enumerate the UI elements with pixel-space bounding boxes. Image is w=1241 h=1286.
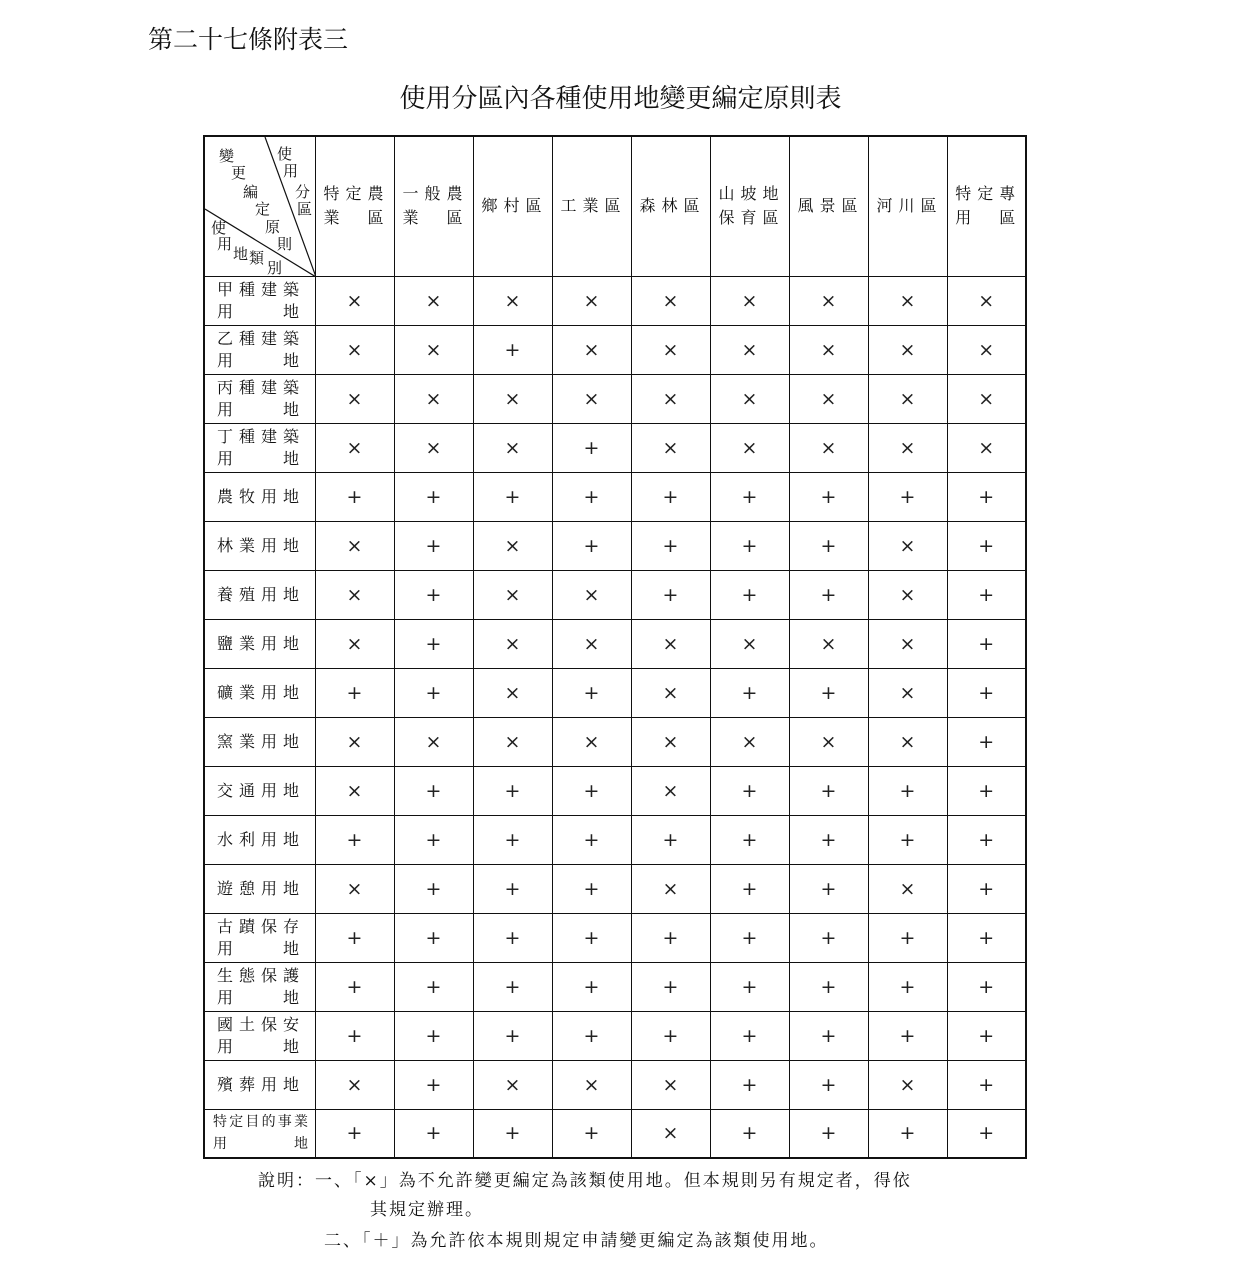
rule-cell: + bbox=[394, 570, 473, 619]
corner-top-label-2: 分 bbox=[295, 183, 311, 201]
corner-mid-label-5: 則 bbox=[277, 235, 293, 253]
land-type-cell bbox=[204, 374, 315, 423]
rule-cell: + bbox=[947, 717, 1026, 766]
rule-cell: + bbox=[315, 472, 394, 521]
land-type-line-1: 鹽業用地 bbox=[217, 633, 301, 653]
rule-cell: + bbox=[710, 815, 789, 864]
rule-cell: × bbox=[473, 423, 552, 472]
rule-cell: × bbox=[631, 1060, 710, 1109]
corner-bottom-label-3: 類 bbox=[249, 249, 265, 267]
rule-cell: × bbox=[552, 1060, 631, 1109]
rule-cell: + bbox=[789, 521, 868, 570]
rule-cell: + bbox=[473, 1109, 552, 1158]
rule-cell: + bbox=[552, 668, 631, 717]
table-row bbox=[204, 423, 1026, 472]
corner-top-label-0: 使 bbox=[277, 145, 293, 163]
rule-cell: + bbox=[473, 913, 552, 962]
land-type-line-1: 古蹟保存 bbox=[217, 916, 301, 936]
rule-cell: × bbox=[315, 423, 394, 472]
rule-cell: + bbox=[473, 815, 552, 864]
table-title: 使用分區內各種使用地變更編定原則表 bbox=[399, 84, 842, 114]
rule-cell: + bbox=[868, 766, 947, 815]
land-type-cell bbox=[204, 1060, 315, 1109]
zone-header-2 bbox=[473, 136, 552, 276]
zone-label-line-1: 鄉村區 bbox=[481, 196, 544, 216]
rule-cell: + bbox=[789, 766, 868, 815]
rule-cell: × bbox=[868, 864, 947, 913]
table-row bbox=[204, 864, 1026, 913]
rule-cell: × bbox=[552, 619, 631, 668]
rule-cell: + bbox=[947, 668, 1026, 717]
rule-cell: + bbox=[394, 766, 473, 815]
rule-cell: × bbox=[789, 325, 868, 374]
rule-cell: × bbox=[552, 374, 631, 423]
corner-mid-label-1: 更 bbox=[231, 164, 247, 182]
rule-cell: + bbox=[552, 1109, 631, 1158]
rule-cell: + bbox=[868, 815, 947, 864]
rule-cell: + bbox=[710, 570, 789, 619]
zone-label-line-1: 森林區 bbox=[639, 196, 702, 216]
rule-cell: + bbox=[947, 1109, 1026, 1158]
rule-cell: + bbox=[947, 962, 1026, 1011]
zone-label bbox=[869, 194, 947, 218]
rule-cell: + bbox=[552, 913, 631, 962]
rule-cell: × bbox=[631, 766, 710, 815]
rule-cell: + bbox=[947, 766, 1026, 815]
diagonal-header-cell bbox=[204, 136, 315, 276]
rule-cell: + bbox=[394, 1109, 473, 1158]
rule-cell: × bbox=[710, 374, 789, 423]
rule-cell: + bbox=[868, 962, 947, 1011]
corner-top-label-3: 區 bbox=[297, 200, 313, 218]
zone-label-line-2: 業 區 bbox=[323, 208, 386, 228]
rule-cell: × bbox=[473, 668, 552, 717]
header-row bbox=[204, 136, 1026, 276]
rule-cell: + bbox=[473, 325, 552, 374]
zone-header-7 bbox=[868, 136, 947, 276]
rule-cell: × bbox=[631, 619, 710, 668]
land-type-line-1: 交通用地 bbox=[217, 780, 301, 800]
rule-cell: × bbox=[473, 276, 552, 325]
zone-label-line-1: 河川區 bbox=[876, 196, 939, 216]
rule-cell: + bbox=[552, 962, 631, 1011]
rule-cell: + bbox=[789, 962, 868, 1011]
land-type-cell bbox=[204, 864, 315, 913]
rule-cell: + bbox=[947, 472, 1026, 521]
rule-cell: + bbox=[947, 570, 1026, 619]
rule-cell: + bbox=[789, 1109, 868, 1158]
rule-cell: × bbox=[315, 374, 394, 423]
land-type-line-1: 乙種建築 bbox=[217, 328, 301, 348]
land-type-cell bbox=[204, 619, 315, 668]
land-type-line-1: 礦業用地 bbox=[217, 682, 301, 702]
zone-label bbox=[316, 182, 394, 230]
rule-cell: + bbox=[473, 962, 552, 1011]
rule-cell: × bbox=[868, 570, 947, 619]
rule-cell: + bbox=[947, 1011, 1026, 1060]
zone-label-line-1: 山坡地 bbox=[718, 184, 781, 204]
table-row bbox=[204, 472, 1026, 521]
rule-cell: + bbox=[394, 864, 473, 913]
land-type-line-2: 用 地 bbox=[217, 399, 301, 419]
corner-bottom-label-1: 用 bbox=[217, 235, 233, 253]
zone-label-line-1: 一般農 bbox=[402, 184, 465, 204]
zone-header-3 bbox=[552, 136, 631, 276]
rule-cell: × bbox=[710, 325, 789, 374]
rule-cell: + bbox=[710, 913, 789, 962]
rule-cell: × bbox=[315, 325, 394, 374]
rule-cell: + bbox=[394, 1011, 473, 1060]
table-row bbox=[204, 668, 1026, 717]
corner-bottom-label-0: 使 bbox=[211, 219, 227, 237]
zone-label-line-1: 風景區 bbox=[797, 196, 860, 216]
note-line-2: 二、「＋」為允許依本規則規定申請變更編定為該類使用地。 bbox=[324, 1231, 829, 1251]
rule-cell: × bbox=[315, 570, 394, 619]
land-type-line-1: 生態保護 bbox=[217, 965, 301, 985]
rule-cell: + bbox=[631, 815, 710, 864]
rule-cell: × bbox=[473, 1060, 552, 1109]
rule-cell: × bbox=[868, 325, 947, 374]
rule-cell: + bbox=[789, 570, 868, 619]
zone-label-line-1: 特定農 bbox=[323, 184, 386, 204]
rule-cell: + bbox=[394, 521, 473, 570]
rule-cell: + bbox=[710, 1060, 789, 1109]
rule-cell: + bbox=[631, 521, 710, 570]
rule-cell: + bbox=[947, 815, 1026, 864]
note-line-1: 說明：一、「×」為不允許變更編定為該類使用地。但本規則另有規定者，得依 bbox=[258, 1171, 912, 1191]
rule-cell: + bbox=[315, 962, 394, 1011]
land-type-line-1: 養殖用地 bbox=[217, 584, 301, 604]
rule-cell: + bbox=[315, 913, 394, 962]
rule-cell: + bbox=[631, 962, 710, 1011]
land-type-line-1: 國土保安 bbox=[217, 1014, 301, 1034]
land-type-line-2: 用 地 bbox=[217, 938, 301, 958]
rule-cell: × bbox=[868, 374, 947, 423]
rule-cell: + bbox=[947, 1060, 1026, 1109]
rule-cell: × bbox=[315, 1060, 394, 1109]
rule-cell: × bbox=[868, 717, 947, 766]
rule-cell: + bbox=[789, 913, 868, 962]
rule-cell: + bbox=[710, 962, 789, 1011]
rule-cell: × bbox=[868, 1060, 947, 1109]
corner-bottom-label-2: 地 bbox=[233, 245, 249, 263]
rule-cell: + bbox=[394, 668, 473, 717]
table-body bbox=[204, 276, 1026, 1158]
rule-cell: × bbox=[789, 423, 868, 472]
corner-top-label-1: 用 bbox=[283, 162, 299, 180]
corner-mid-label-2: 編 bbox=[243, 183, 259, 201]
table-row bbox=[204, 1109, 1026, 1158]
land-type-cell bbox=[204, 1109, 315, 1158]
rule-cell: + bbox=[552, 815, 631, 864]
rule-cell: + bbox=[710, 521, 789, 570]
corner-bottom-label-4: 別 bbox=[267, 259, 283, 277]
land-type-line-1: 丁種建築 bbox=[217, 426, 301, 446]
rule-cell: + bbox=[394, 962, 473, 1011]
rule-cell: × bbox=[868, 521, 947, 570]
rule-cell: × bbox=[552, 276, 631, 325]
zone-header-5 bbox=[710, 136, 789, 276]
rule-cell: × bbox=[631, 423, 710, 472]
rule-cell: × bbox=[868, 668, 947, 717]
rule-cell: × bbox=[473, 717, 552, 766]
rule-cell: × bbox=[710, 423, 789, 472]
land-type-line-1: 丙種建築 bbox=[217, 377, 301, 397]
rule-cell: × bbox=[631, 864, 710, 913]
attachment-caption: 第二十七條附表三 bbox=[148, 25, 349, 54]
zone-label-line-1: 特定專 bbox=[955, 184, 1018, 204]
rule-cell: + bbox=[789, 815, 868, 864]
rule-cell: × bbox=[947, 374, 1026, 423]
rule-cell: × bbox=[394, 374, 473, 423]
rule-cell: × bbox=[947, 423, 1026, 472]
rule-cell: × bbox=[789, 717, 868, 766]
land-type-cell bbox=[204, 913, 315, 962]
corner-mid-label-0: 變 bbox=[219, 147, 235, 165]
zone-label bbox=[553, 194, 631, 218]
table-row bbox=[204, 325, 1026, 374]
rule-cell: × bbox=[631, 1109, 710, 1158]
rule-cell: × bbox=[789, 374, 868, 423]
zone-label bbox=[632, 194, 710, 218]
rule-cell: + bbox=[473, 766, 552, 815]
rule-cell: + bbox=[868, 1011, 947, 1060]
zone-label-line-1: 工業區 bbox=[560, 196, 623, 216]
rule-cell: × bbox=[473, 374, 552, 423]
rule-cell: × bbox=[394, 276, 473, 325]
rule-cell: + bbox=[789, 668, 868, 717]
table-row bbox=[204, 913, 1026, 962]
rule-cell: + bbox=[631, 1011, 710, 1060]
rule-cell: × bbox=[315, 766, 394, 815]
rule-cell: × bbox=[552, 570, 631, 619]
rule-cell: + bbox=[315, 1011, 394, 1060]
rule-cell: + bbox=[710, 1011, 789, 1060]
rule-cell: × bbox=[631, 717, 710, 766]
table-row bbox=[204, 1060, 1026, 1109]
rule-cell: + bbox=[631, 913, 710, 962]
land-type-line-1: 農牧用地 bbox=[217, 486, 301, 506]
rule-cell: × bbox=[394, 325, 473, 374]
land-type-cell bbox=[204, 1011, 315, 1060]
land-type-cell bbox=[204, 815, 315, 864]
rule-cell: + bbox=[789, 1060, 868, 1109]
land-type-line-2: 用 地 bbox=[217, 301, 301, 321]
rule-cell: × bbox=[315, 864, 394, 913]
zone-header-0 bbox=[315, 136, 394, 276]
rule-cell: × bbox=[631, 276, 710, 325]
land-type-cell bbox=[204, 962, 315, 1011]
land-type-line-2: 用 地 bbox=[217, 1036, 301, 1056]
land-type-cell bbox=[204, 717, 315, 766]
rule-cell: + bbox=[552, 1011, 631, 1060]
land-type-line-1: 遊憩用地 bbox=[217, 878, 301, 898]
rule-cell: + bbox=[473, 864, 552, 913]
zone-label bbox=[790, 194, 868, 218]
rule-cell: × bbox=[868, 619, 947, 668]
land-type-line-1: 林業用地 bbox=[217, 535, 301, 555]
land-type-cell bbox=[204, 423, 315, 472]
land-type-line-2: 用 地 bbox=[213, 1136, 309, 1153]
table-row bbox=[204, 619, 1026, 668]
rule-cell: × bbox=[710, 619, 789, 668]
rule-cell: × bbox=[710, 276, 789, 325]
rule-cell: + bbox=[473, 1011, 552, 1060]
land-type-line-2: 用 地 bbox=[217, 350, 301, 370]
rule-cell: + bbox=[868, 1109, 947, 1158]
table-row bbox=[204, 521, 1026, 570]
rule-cell: × bbox=[631, 668, 710, 717]
rule-cell: + bbox=[947, 864, 1026, 913]
zone-header-1 bbox=[394, 136, 473, 276]
rule-cell: + bbox=[868, 913, 947, 962]
zone-label bbox=[948, 182, 1026, 230]
land-type-line-1: 水利用地 bbox=[217, 829, 301, 849]
table-row bbox=[204, 815, 1026, 864]
table-row bbox=[204, 276, 1026, 325]
land-type-line-2: 用 地 bbox=[217, 448, 301, 468]
table-row bbox=[204, 717, 1026, 766]
rule-cell: + bbox=[631, 472, 710, 521]
land-type-line-1: 殯葬用地 bbox=[217, 1074, 301, 1094]
land-type-line-2: 用 地 bbox=[217, 987, 301, 1007]
rule-cell: + bbox=[394, 815, 473, 864]
rule-cell: + bbox=[710, 766, 789, 815]
corner-mid-label-3: 定 bbox=[255, 200, 271, 218]
rule-cell: × bbox=[394, 717, 473, 766]
rule-cell: + bbox=[789, 864, 868, 913]
rule-cell: × bbox=[789, 276, 868, 325]
rule-cell: + bbox=[473, 472, 552, 521]
land-use-change-table bbox=[203, 135, 1027, 1159]
rule-cell: + bbox=[315, 1109, 394, 1158]
land-type-cell bbox=[204, 766, 315, 815]
rule-cell: + bbox=[947, 913, 1026, 962]
rule-cell: × bbox=[473, 521, 552, 570]
rule-cell: + bbox=[394, 1060, 473, 1109]
land-type-cell bbox=[204, 325, 315, 374]
rule-cell: + bbox=[710, 1109, 789, 1158]
rule-cell: + bbox=[552, 423, 631, 472]
rule-cell: + bbox=[947, 521, 1026, 570]
rule-cell: × bbox=[947, 325, 1026, 374]
rule-cell: × bbox=[315, 619, 394, 668]
land-type-line-1: 窯業用地 bbox=[217, 731, 301, 751]
land-type-cell bbox=[204, 668, 315, 717]
table-row bbox=[204, 1011, 1026, 1060]
rule-cell: + bbox=[710, 864, 789, 913]
zone-label bbox=[395, 182, 473, 230]
rule-cell: + bbox=[552, 766, 631, 815]
rule-cell: × bbox=[315, 521, 394, 570]
rule-cell: + bbox=[394, 619, 473, 668]
zone-label-line-2: 業 區 bbox=[402, 208, 465, 228]
rule-cell: + bbox=[552, 864, 631, 913]
rule-cell: + bbox=[789, 472, 868, 521]
rule-cell: + bbox=[710, 668, 789, 717]
rule-cell: + bbox=[315, 815, 394, 864]
corner-mid-label-4: 原 bbox=[265, 218, 281, 236]
rule-cell: × bbox=[789, 619, 868, 668]
zone-header-8 bbox=[947, 136, 1026, 276]
table-row bbox=[204, 766, 1026, 815]
rule-cell: × bbox=[631, 374, 710, 423]
zone-label bbox=[474, 194, 552, 218]
rule-cell: × bbox=[315, 717, 394, 766]
land-type-cell bbox=[204, 472, 315, 521]
rule-cell: + bbox=[710, 472, 789, 521]
land-type-cell bbox=[204, 276, 315, 325]
rule-cell: × bbox=[315, 276, 394, 325]
land-type-line-1: 甲種建築 bbox=[217, 279, 301, 299]
rule-cell: × bbox=[631, 325, 710, 374]
zone-label bbox=[711, 182, 789, 230]
land-type-line-1: 特定目的事業 bbox=[213, 1114, 309, 1131]
zone-header-6 bbox=[789, 136, 868, 276]
rule-cell: × bbox=[947, 276, 1026, 325]
rule-cell: + bbox=[394, 913, 473, 962]
zone-label-line-2: 保育區 bbox=[718, 208, 781, 228]
rule-cell: + bbox=[315, 668, 394, 717]
rule-cell: × bbox=[473, 570, 552, 619]
table-row bbox=[204, 374, 1026, 423]
rule-cell: × bbox=[868, 276, 947, 325]
rule-cell: + bbox=[789, 1011, 868, 1060]
rule-cell: × bbox=[868, 423, 947, 472]
table-row bbox=[204, 962, 1026, 1011]
rule-cell: × bbox=[552, 325, 631, 374]
rule-cell: × bbox=[394, 423, 473, 472]
rule-cell: × bbox=[710, 717, 789, 766]
rule-cell: + bbox=[394, 472, 473, 521]
land-type-cell bbox=[204, 521, 315, 570]
table-row bbox=[204, 570, 1026, 619]
rule-cell: + bbox=[868, 472, 947, 521]
rule-cell: + bbox=[552, 521, 631, 570]
zone-label-line-2: 用 區 bbox=[955, 208, 1018, 228]
land-type-cell bbox=[204, 570, 315, 619]
rule-cell: × bbox=[552, 717, 631, 766]
rule-cell: + bbox=[552, 472, 631, 521]
note-line-1-continued: 其規定辦理。 bbox=[370, 1200, 484, 1220]
rule-cell: + bbox=[631, 570, 710, 619]
rule-cell: + bbox=[947, 619, 1026, 668]
zone-header-4 bbox=[631, 136, 710, 276]
rule-cell: × bbox=[473, 619, 552, 668]
